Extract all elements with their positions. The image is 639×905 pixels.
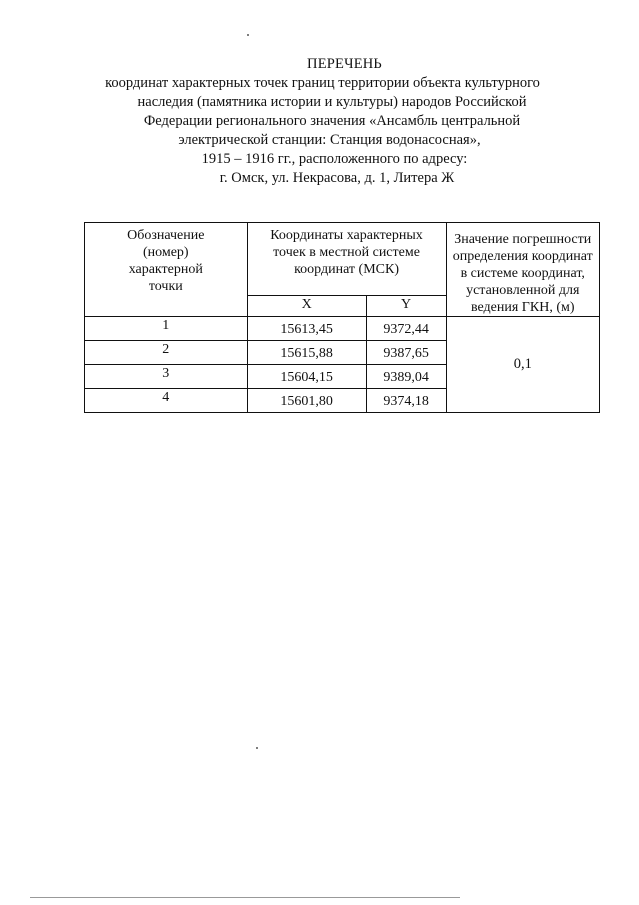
- subtitle-line: г. Омск, ул. Некрасова, д. 1, Литера Ж: [219, 170, 455, 186]
- coord-y: 9372,44: [366, 317, 446, 341]
- subtitle-line: Федерации регионального значения «Ансамбль центральной: [143, 113, 521, 129]
- scan-speck: [247, 34, 249, 36]
- point-number: 2: [85, 341, 248, 365]
- table-row: [85, 317, 600, 341]
- subtitle-line: наследия (памятника истории и культуры) народов Российской: [137, 94, 527, 110]
- subtitle-line: координат характерных точек границ территории объекта культурного: [105, 75, 540, 91]
- header-x: X: [247, 295, 366, 316]
- coord-y: 9389,04: [366, 365, 446, 389]
- coord-x: 15613,45: [247, 317, 366, 341]
- table-header-row: [85, 223, 600, 296]
- header-y: Y: [366, 295, 446, 316]
- coord-y: 9387,65: [366, 341, 446, 365]
- accuracy-value: 0,1: [446, 317, 600, 413]
- header-coordinates: Координаты характерных точек в местной системе координат (МСК): [247, 223, 446, 296]
- coord-x: 15615,88: [247, 341, 366, 365]
- subtitle-line: 1915 – 1916 гг., расположенного по адресу:: [201, 151, 468, 167]
- header-point-designation: Обозначение (номер) характерной точки: [85, 223, 248, 317]
- point-number: 3: [85, 365, 248, 389]
- page-bottom-rule: [30, 897, 460, 898]
- coord-y: 9374,18: [366, 389, 446, 413]
- coordinates-table: [84, 222, 600, 413]
- subtitle-line: электрической станции: Станция водонасосная»,: [178, 132, 481, 148]
- document-heading: [0, 55, 639, 188]
- document-title: ПЕРЕЧЕНЬ: [307, 56, 382, 72]
- point-number: 4: [85, 389, 248, 413]
- scan-speck: [256, 747, 258, 749]
- coord-x: 15604,15: [247, 365, 366, 389]
- point-number: 1: [85, 317, 248, 341]
- coord-x: 15601,80: [247, 389, 366, 413]
- header-accuracy: Значение погрешности определения координат в системе координат, установленной для ведения ГКН, (м): [446, 223, 600, 317]
